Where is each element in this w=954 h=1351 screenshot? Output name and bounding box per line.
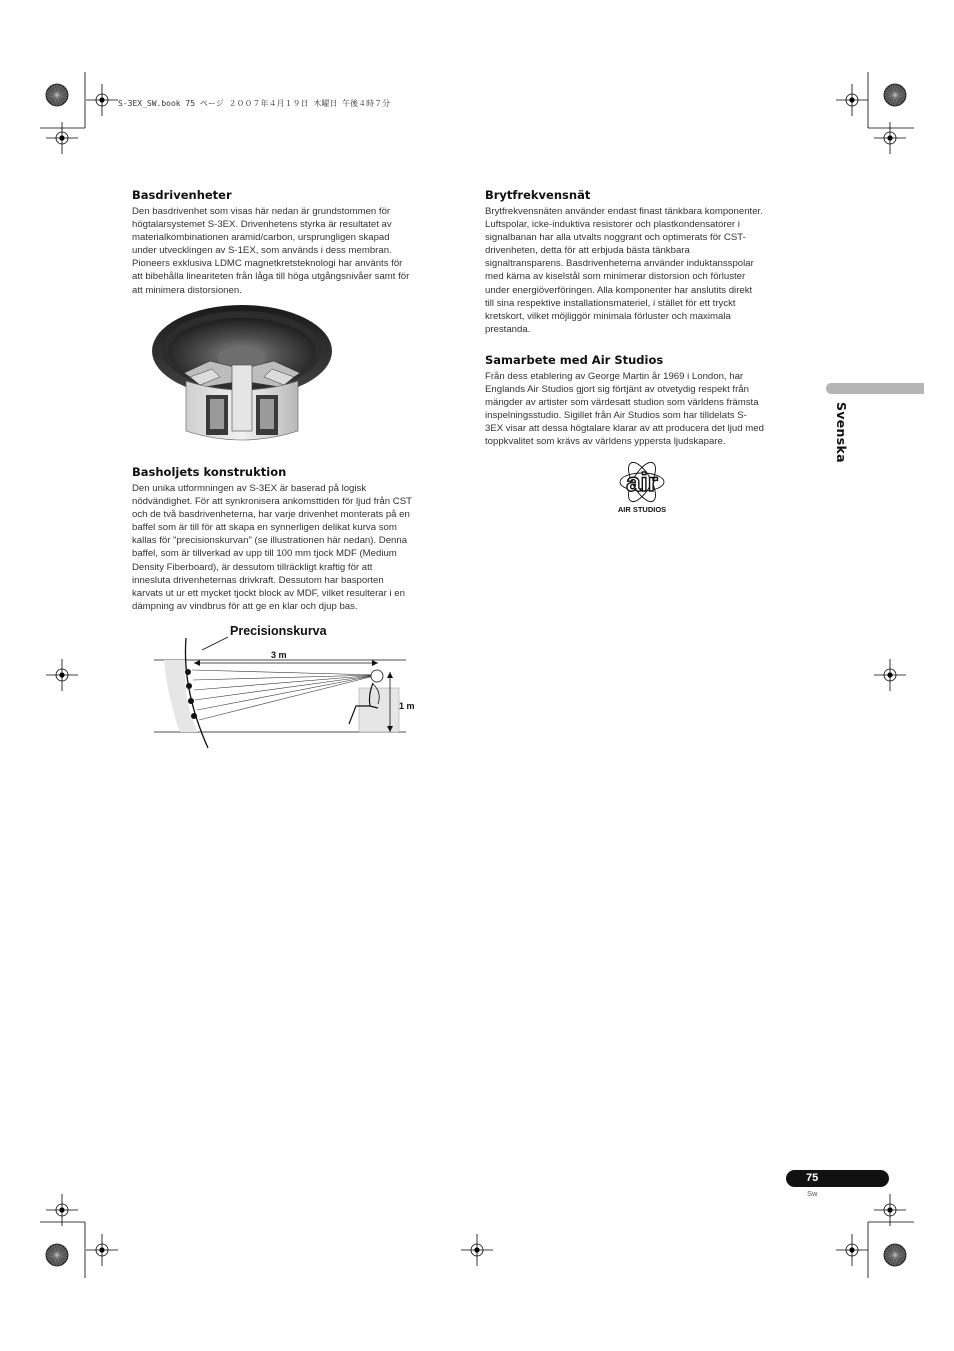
text-line: högtalarsystemet S-3EX. Drivenhetens styrka är resultatet av <box>132 219 392 231</box>
text-line: inspelningsstudio. Sigillet från Air Studios som har tilldelats S- <box>485 410 747 422</box>
logo-mark: air <box>626 467 658 497</box>
section-title: Samarbete med Air Studios <box>485 353 664 367</box>
text-line: kretskort, vilket möjliggör minimala förluster och maximala <box>485 310 731 322</box>
text-line: till sina respektive installationsmateriel, i stället för ett tryckt <box>485 297 736 309</box>
section-title: Brytfrekvensnät <box>485 188 591 202</box>
text-line: och de två basdrivenheterna, har varje drivenhet monterats på en <box>132 509 410 521</box>
text-line: baffel som är till för att skapa en synnerligen delikat kurva som <box>132 522 397 534</box>
distance-label: 3 m <box>271 650 287 660</box>
logo-caption: AIR STUDIOS <box>617 505 667 514</box>
text-line: materialkombinationen aramid/carbon, ursprungligen skapad <box>132 232 390 244</box>
page-number: 75 <box>806 1172 819 1184</box>
section-body <box>485 370 801 449</box>
text-line: mängder av artister som värdesatt studion som världens främsta <box>485 397 759 409</box>
text-line: baffel, som är tillverkad av upp till 100 mm tjock MDF (Medium <box>132 548 397 560</box>
text-line: drivenheten, detta för att erbjuda bästa tänkbara <box>485 245 690 257</box>
text-line: Luftspolar, icke-induktiva resistorer och plastkondensatorer i <box>485 219 740 231</box>
text-line: innesluta drivenheternas drivkraft. Dessutom har basporten <box>132 574 384 586</box>
text-line: Den unika utformningen av S-3EX är baserad på logisk <box>132 483 367 494</box>
text-line: dämpning av vindbrus för att ge en klar och djup bas. <box>132 600 358 612</box>
section-body <box>132 482 450 613</box>
text-line: Brytfrekvensnäten använder endast finast tänkbara komponenter. <box>485 206 763 217</box>
text-line: Den basdrivenhet som visas här nedan är grundstommen för <box>132 206 391 217</box>
section-body <box>132 205 450 297</box>
section-title: Basholjets konstruktion <box>132 465 287 479</box>
text-line: Pioneers exklusiva LDMC magnetkretsteknologi har använts för <box>132 258 403 270</box>
language-tab-label: Svenska <box>834 402 849 463</box>
text-line: under utvecklingen av S-1EX, som används i dess membran. <box>132 245 392 257</box>
print-header: S-3EX_SW.book 75 ページ ２００７年４月１９日 木曜日 午後４時７分 <box>118 99 391 108</box>
text-line: kallas för "precisionskurvan" (se illustrationen här nedan). Denna <box>132 535 408 547</box>
text-line: signalbanan har alla utvalts noggrant och optimerats för CST- <box>485 232 746 244</box>
air-studios-logo <box>610 458 674 516</box>
page-number-pill <box>786 1170 889 1187</box>
section-brytfrekvensnat <box>485 188 801 336</box>
text-line: Från dess etablering av George Martin år 1969 i London, har <box>485 371 744 382</box>
diagram-title: Precisionskurva <box>230 624 327 638</box>
section-basdrivenheter <box>132 188 450 297</box>
text-line: att minimera distorsionen. <box>132 284 242 296</box>
text-line: 3EX visar att dessa högtalare klarar av att producera det ljud med <box>485 423 764 435</box>
section-body <box>485 205 801 336</box>
language-tab <box>834 402 850 472</box>
text-line: signaltransparens. Basdrivenheterna använder induktansspolar <box>485 258 754 270</box>
section-samarbete <box>485 353 801 449</box>
text-line: karvats ut ur ett mycket tjockt block av MDF, vilket resulterar i en <box>132 587 405 599</box>
text-line: Density Fiberboard), är dessutom tillräckligt kraftig för att <box>132 561 373 573</box>
section-basholjets <box>132 465 450 613</box>
page-language-code: Sw <box>807 1189 818 1198</box>
text-line: nödvändighet. För att synkronisera ankomsttiden för ljud från CST <box>132 496 412 508</box>
text-line: toppkvalitet som krävs av världens yppersta ljudskapare. <box>485 436 726 448</box>
text-line: att bibehålla lineariteten från låga till höga utgångsnivåer samt för <box>132 271 410 283</box>
section-title: Basdrivenheter <box>132 188 232 202</box>
text-line: under energiöverföringen. Alla komponenter har anslutits direkt <box>485 284 753 296</box>
height-label: 1 m <box>399 701 415 711</box>
language-tab-bar <box>826 383 924 394</box>
text-line: med kärna av kiselstål som minimerar distorsion och förluster <box>485 271 746 283</box>
precision-curve-diagram <box>150 620 415 750</box>
text-line: Englands Air Studios gjort sig förtjänt av otvetydig respekt från <box>485 384 749 396</box>
text-line: prestanda. <box>485 323 531 335</box>
woofer-cutaway-illustration <box>150 303 335 445</box>
